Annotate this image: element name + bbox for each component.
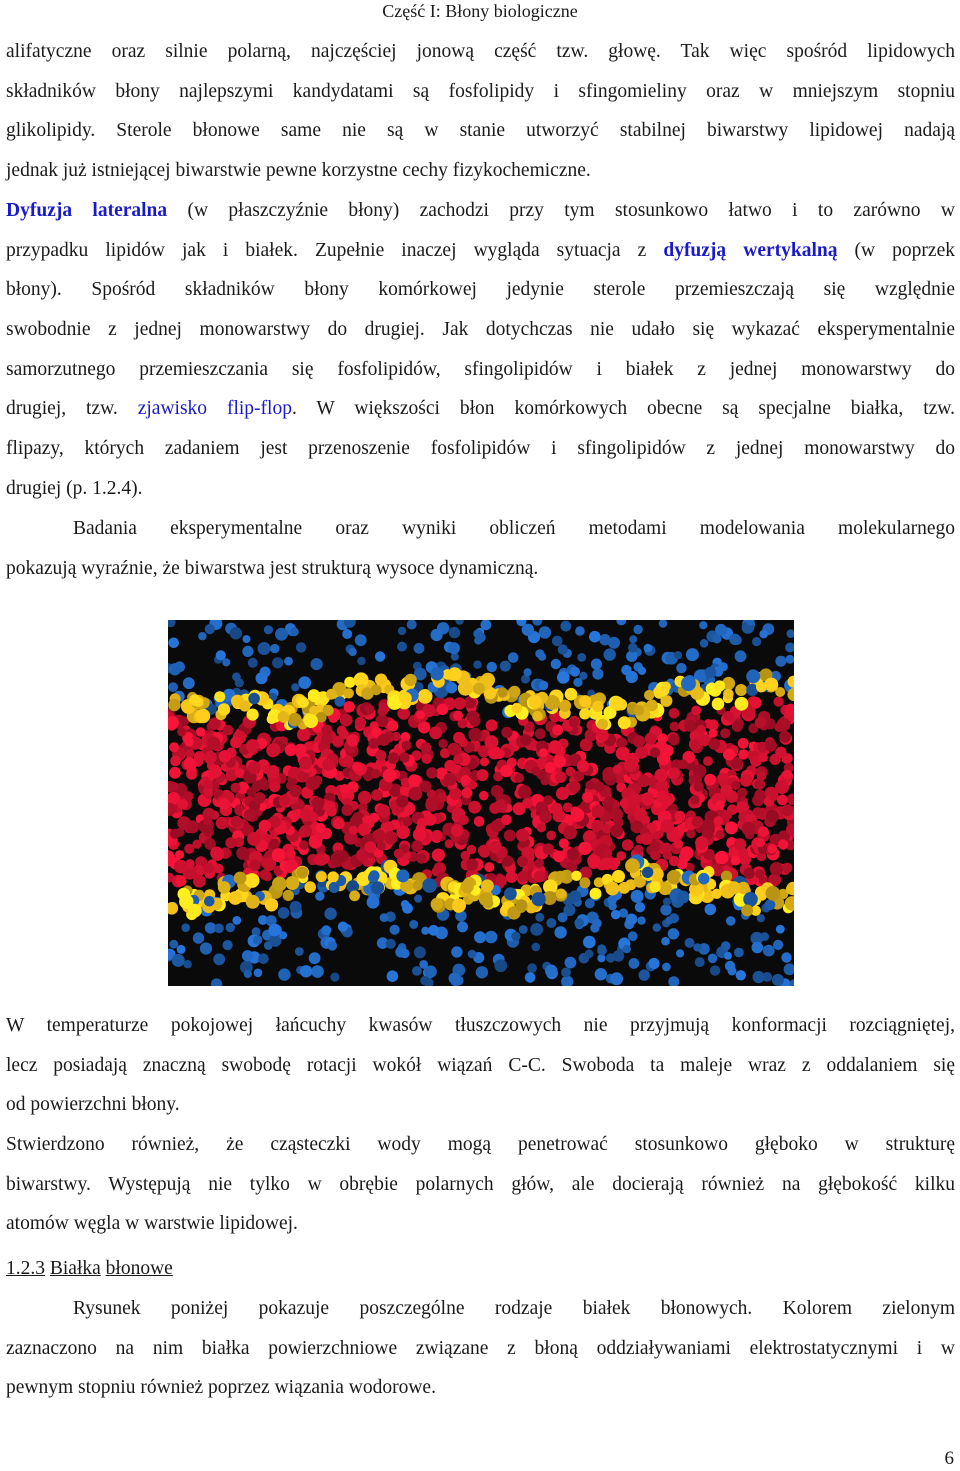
text-line: W temperaturze pokojowej łańcuchy kwasów tłuszczowych nie przyjmują konformacji rozciągniętej, [6,1015,955,1036]
text-fragment: . W większości błon komórkowych obecne są specjalne białka, tzw. [291,398,955,420]
section-title-word: Białka [49,1258,101,1279]
text-line [6,191,955,231]
text-line: Rysunek poniżej pokazuje poszczególne rodzaje białek błonowych. Kolorem zielonym [73,1298,955,1319]
page-number: 6 [944,1448,954,1469]
term-flip-flop: zjawisko flip-flop [137,398,292,420]
term-lateral-diffusion: Dyfuzja lateralna [6,199,168,221]
text-line: Stwierdzono również, że cząsteczki wody mogą penetrować stosunkowo głęboko w strukturę [6,1134,955,1155]
text-line: atomów węgla w warstwie lipidowej. [6,1213,298,1235]
running-header: Część I: Błony biologiczne [382,1,578,21]
text-line: zaznaczono na nim białka powierzchniowe związane z błoną oddziaływaniami elektrostatycznymi i w [6,1337,955,1359]
text-fragment: (w płaszczyźnie błony) zachodzi przy tym stosunkowo łatwo i to zarówno w [167,199,955,221]
text-fragment: przypadku lipidów jak i białek. Zupełnie inaczej wygląda sytuacja z [6,239,664,261]
paragraph-dynamics [6,509,955,588]
text-line: od powierzchni błony. [6,1094,180,1116]
text-line: drugiej (p. 1.2.4). [6,477,143,499]
paragraph-diffusion [6,32,955,508]
text-line: pewnym stopniu również poprzez wiązania wodorowe. [6,1377,436,1399]
text-line: błony). Spośród składników błony komórkowej jedynie sterole przemieszczają się względnie [6,279,955,301]
paragraph-temperature [6,1006,955,1125]
text-line: swobodnie z jednej monowarstwy do drugiej. Jak dotychczas nie udało się wykazać eksperymentalnie [6,318,955,340]
text-fragment: drugiej, tzw. [6,398,138,420]
text-line: jednak już istniejącej biwarstwie pewne korzystne cechy fizykochemiczne. [6,160,591,182]
text-line: flipazy, których zadaniem jest przenoszenie fosfolipidów i sfingolipidów z jednej monowarstwy do [6,438,955,460]
text-line: alifatyczne oraz silnie polarną, najczęściej jonową część tzw. głowę. Tak więc spośród lipidowych [6,41,955,62]
bilayer-simulation-image [168,620,794,986]
bilayer-illustration [168,620,794,986]
text-line [6,231,955,271]
text-fragment: (w poprzek [837,239,955,261]
section-number: 1.2.3 [6,1258,45,1279]
text-line [6,389,955,429]
term-vertical-diffusion: dyfuzją wertykalną [663,239,838,261]
section-title-word: błonowe [105,1258,173,1279]
text-line: pokazują wyraźnie, że biwarstwa jest strukturą wysoce dynamiczną. [6,557,539,579]
text-line: składników błony najlepszymi kandydatami są fosfolipidy i sfingomieliny oraz w mniejszym stopniu [6,80,955,102]
text-line: biwarstwy. Występują nie tylko w obrębie polarnych głów, ale docierają również na głębokość kilku [6,1173,955,1195]
paragraph-proteins [6,1289,955,1408]
text-line: Badania eksperymentalne oraz wyniki obliczeń metodami modelowania molekularnego [73,518,955,539]
text-line: samorzutnego przemieszczania się fosfolipidów, sfingolipidów i białek z jednej monowarstwy do [6,358,955,380]
paragraph-water [6,1125,955,1244]
text-line: lecz posiadają znaczną swobodę rotacji wokół wiązań C-C. Swoboda ta maleje wraz z oddalaniem się [6,1054,955,1076]
text-line: glikolipidy. Sterole błonowe same nie są w stanie utworzyć stabilnej biwarstwy lipidowej nadają [6,120,955,142]
section-heading [6,1255,173,1283]
